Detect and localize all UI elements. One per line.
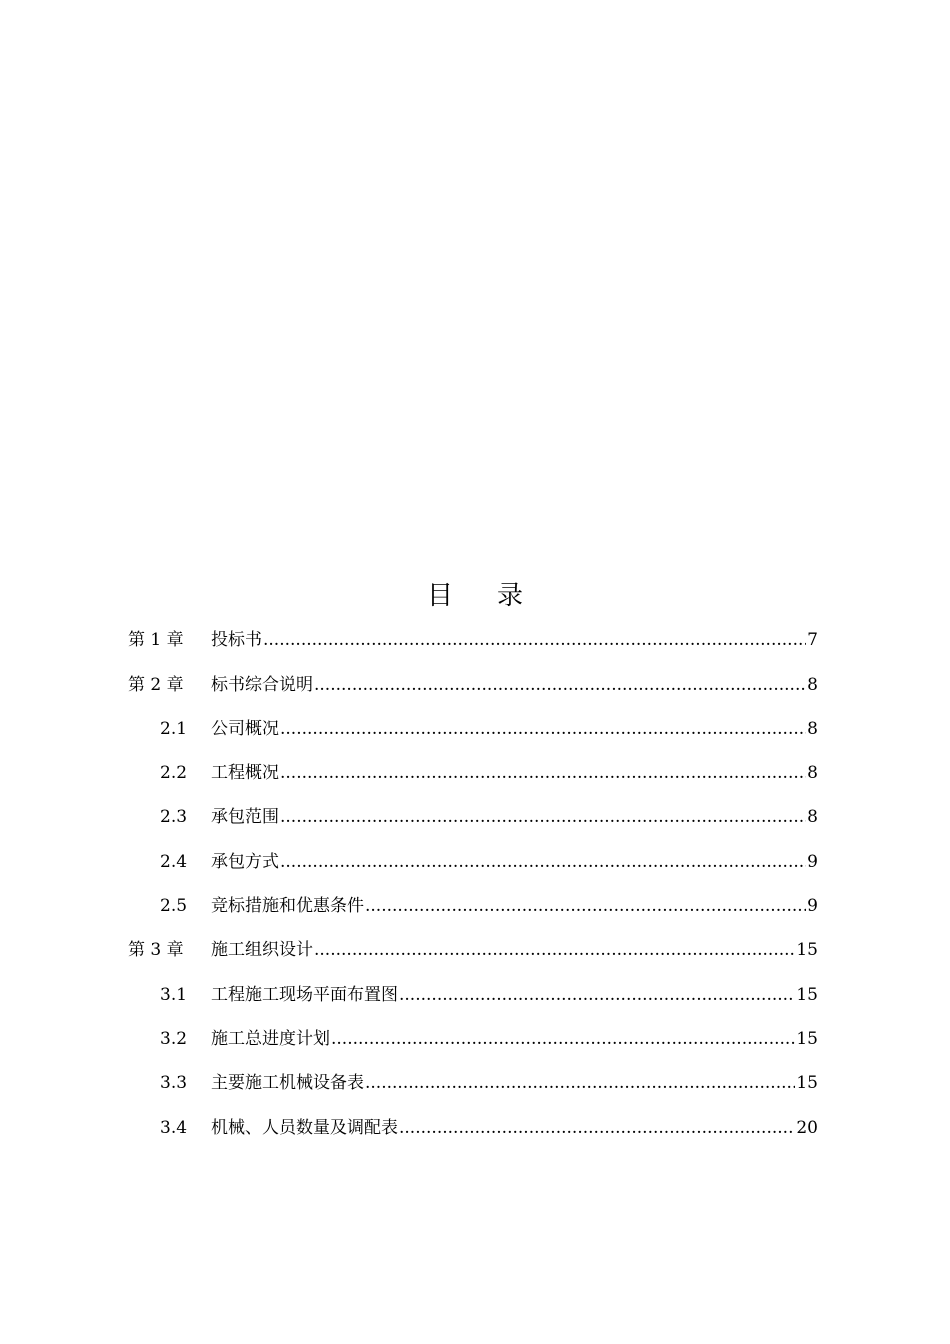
toc-entry-text: 投标书 [211,630,262,650]
toc-entry[interactable] [0,1069,950,1097]
toc-entry-label [211,759,818,787]
toc-dot-leader [365,892,806,920]
toc-entry-page: 15 [796,985,818,1005]
toc-entry-label [211,671,818,699]
toc-entry-label [211,936,818,964]
toc-entry-text: 施工组织设计 [211,940,313,960]
toc-entry-text: 主要施工机械设备表 [211,1073,364,1093]
toc-entry-text: 竞标措施和优惠条件 [211,896,364,916]
toc-entry-page: 15 [796,1073,818,1093]
toc-entry[interactable] [0,848,950,876]
toc-entry-number: 3.1 [160,985,188,1005]
toc-dot-leader [365,1069,795,1097]
toc-entry[interactable] [0,671,950,699]
toc-entry-text: 标书综合说明 [211,675,313,695]
toc-entry[interactable] [0,981,950,1009]
toc-entry-label [211,848,818,876]
toc-entry-page: 8 [807,675,818,695]
toc-entry-number: 3.4 [160,1118,188,1138]
toc-dot-leader [331,1025,795,1053]
toc-entry-text: 工程概况 [211,763,279,783]
toc-dot-leader [280,848,806,876]
toc-entry-page: 8 [807,807,818,827]
toc-title: 目录 [426,581,567,611]
toc-entry[interactable] [0,759,950,787]
toc-entry-number: 3.2 [160,1029,188,1049]
toc-entry-label [211,981,818,1009]
toc-dot-leader [280,715,806,743]
toc-entry-number: 2.1 [160,719,188,739]
toc-entry-page: 9 [807,852,818,872]
toc-dot-leader [314,936,795,964]
toc-entry-label [211,1069,818,1097]
toc-dot-leader [399,981,795,1009]
toc-entry-number: 第 3 章 [128,940,184,960]
toc-entry-text: 机械、人员数量及调配表 [211,1118,398,1138]
toc-entry-page: 9 [807,896,818,916]
toc-dot-leader [280,803,806,831]
toc-entry-page: 8 [807,719,818,739]
toc-entry-label [211,715,818,743]
toc-entry-label [211,1025,818,1053]
toc-entry-label [211,1114,818,1142]
toc-entry-label [211,626,818,654]
toc-dot-leader [280,759,806,787]
toc-entry-text: 公司概况 [211,719,279,739]
toc-entry-number: 3.3 [160,1073,188,1093]
toc-entry-page: 20 [796,1118,818,1138]
toc-entry-page: 15 [796,940,818,960]
toc-entry[interactable] [0,936,950,964]
toc-entry-label [211,892,818,920]
toc-dot-leader [399,1114,795,1142]
toc-entry[interactable] [0,626,950,654]
toc-entry-label [211,803,818,831]
toc-entry-number: 2.5 [160,896,188,916]
toc-entry-number: 2.2 [160,763,188,783]
toc-entry-page: 15 [796,1029,818,1049]
toc-entry-number: 第 2 章 [128,675,184,695]
toc-entry-page: 8 [807,763,818,783]
toc-entry[interactable] [0,1114,950,1142]
toc-entry-number: 2.4 [160,852,188,872]
toc-entry-text: 承包方式 [211,852,279,872]
toc-entry-page: 7 [807,630,818,650]
toc-entry[interactable] [0,803,950,831]
toc-dot-leader [263,626,806,654]
toc-entry-number: 第 1 章 [128,630,184,650]
toc-entry-number: 2.3 [160,807,188,827]
toc-entry[interactable] [0,892,950,920]
toc-entry[interactable] [0,715,950,743]
toc-entry-text: 承包范围 [211,807,279,827]
toc-entry-text: 施工总进度计划 [211,1029,330,1049]
toc-entry[interactable] [0,1025,950,1053]
toc-dot-leader [314,671,806,699]
toc-entry-text: 工程施工现场平面布置图 [211,985,398,1005]
